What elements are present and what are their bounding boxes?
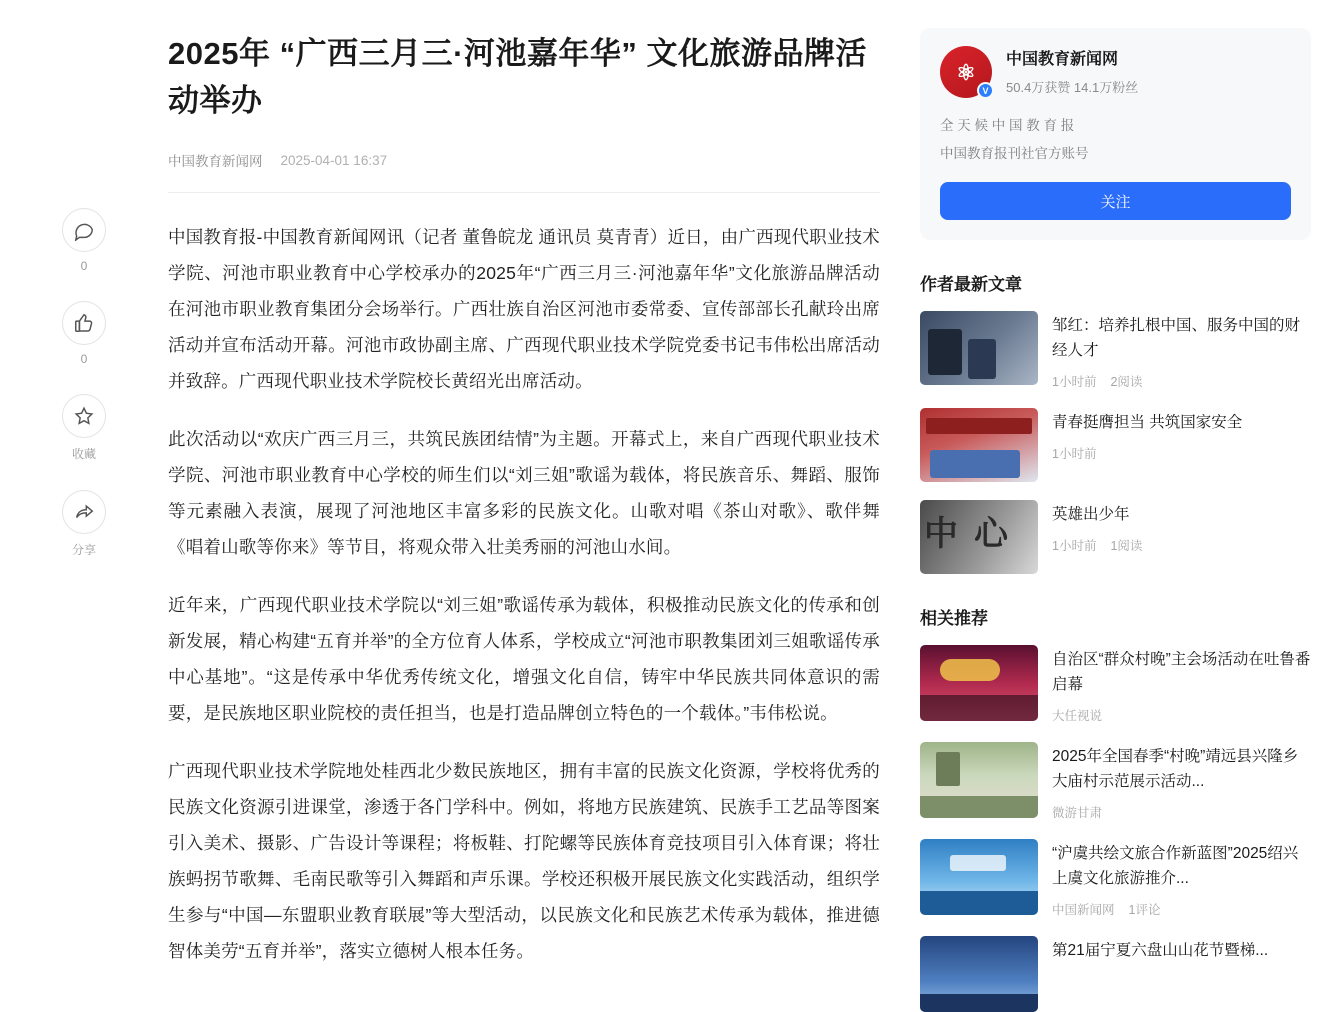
- favorite-label: 收藏: [71, 447, 96, 461]
- author-description-line1: 全 天 候 中 国 教 育 报: [940, 118, 1075, 133]
- share-icon[interactable]: [62, 490, 106, 534]
- verified-badge: V: [977, 82, 994, 99]
- like-action[interactable]: [62, 301, 106, 366]
- article-source: 中国教育新闻网: [168, 154, 263, 169]
- share-label: 分享: [71, 543, 96, 557]
- comment-icon[interactable]: [62, 208, 106, 252]
- list-item-time: 1小时前: [1052, 447, 1097, 461]
- sidebar: [920, 0, 1341, 959]
- list-item-title: 英雄出少年: [1052, 506, 1130, 523]
- author-stats: 50.4万获赞 14.1万粉丝: [1006, 80, 1139, 95]
- thumbnail: [920, 311, 1038, 385]
- list-item-title: 2025年全国春季“村晚”靖远县兴隆乡大庙村示范展示活动...: [1052, 748, 1299, 790]
- like-count: 0: [80, 352, 88, 366]
- list-item-title: 自治区“群众村晚”主会场活动在吐鲁番启幕: [1052, 651, 1311, 693]
- share-action[interactable]: [62, 490, 106, 558]
- favorite-action[interactable]: [62, 394, 106, 462]
- list-item[interactable]: [920, 311, 1311, 390]
- list-item-reads: 2阅读: [1110, 375, 1143, 389]
- article-column: [168, 0, 920, 961]
- star-icon[interactable]: [62, 394, 106, 438]
- list-item[interactable]: [920, 742, 1311, 821]
- follow-button[interactable]: 关注: [940, 182, 1291, 220]
- list-item[interactable]: [920, 408, 1311, 482]
- list-item[interactable]: [920, 936, 1311, 1012]
- list-item-title: 青春挺膺担当 共筑国家安全: [1052, 414, 1243, 431]
- thumbnail: [920, 742, 1038, 818]
- action-rail: [0, 0, 168, 919]
- related-heading: 相关推荐: [920, 609, 988, 628]
- comment-count: 0: [80, 259, 88, 273]
- list-item-reads: 1阅读: [1110, 539, 1143, 553]
- article-timestamp: 2025-04-01 16:37: [280, 152, 388, 168]
- article-paragraph: 中国教育报-中国教育新闻网讯（记者 董鲁皖龙 通讯员 莫青青）近日，由广西现代职业技术学院、河池市职业教育中心学校承办的2025年“广西三月三·河池嘉年华”文化旅游品牌活动在河池市职业教育集团分会场举行。广西壮族自治区河池市委常委、宣传部部长孔献玲出席活动并宣布活动开幕。河池市政协副主席、广西现代职业技术学院党委书记韦伟松出席活动并致辞。广西现代职业技术学院校长黄绍光出席活动。: [168, 227, 880, 391]
- list-item-source: 微游甘肃: [1052, 806, 1103, 820]
- list-item-comments: 1评论: [1128, 903, 1161, 917]
- list-item-time: 1小时前: [1052, 539, 1097, 553]
- author-card: [920, 28, 1311, 240]
- author-header: [940, 46, 1291, 98]
- list-item[interactable]: [920, 500, 1311, 574]
- article-paragraph: 近年来，广西现代职业技术学院以“刘三姐”歌谣传承为载体，积极推动民族文化的传承和创新发展，精心构建“五育并举”的全方位育人体系，学校成立“河池市职教集团刘三姐歌谣传承中心基地”。“这是传承中华优秀传统文化，增强文化自信，铸牢中华民族共同体意识的需要，是民族地区职业院校的责任担当，也是打造品牌创立特色的一个载体。”韦伟松说。: [168, 595, 880, 723]
- article-paragraph: 此次活动以“欢庆广西三月三，共筑民族团结情”为主题。开幕式上，来自广西现代职业技术学院、河池市职业教育中心学校的师生们以“刘三姐”歌谣为载体，将民族音乐、舞蹈、服饰等元素融入表演，展现了河池地区丰富多彩的民族文化。山歌对唱《茶山对歌》、歌伴舞《唱着山歌等你来》等节目，将观众带入壮美秀丽的河池山水间。: [168, 429, 880, 557]
- author-description-line2: 中国教育报刊社官方账号: [940, 146, 1089, 161]
- list-item-title: 第21届宁夏六盘山山花节暨梯...: [1052, 942, 1269, 959]
- page-title: 2025年 “广西三月三·河池嘉年华” 文化旅游品牌活动举办: [168, 36, 868, 118]
- latest-articles-heading: 作者最新文章: [920, 275, 1022, 294]
- thumbnail: [920, 408, 1038, 482]
- list-item[interactable]: [920, 839, 1311, 918]
- thumbnail: 中 心: [920, 500, 1038, 574]
- article-meta: [168, 150, 880, 170]
- list-item-title: “沪虞共绘文旅合作新蓝图”2025绍兴上虞文化旅游推介...: [1052, 845, 1299, 887]
- comment-action[interactable]: [62, 208, 106, 273]
- thumbs-up-icon[interactable]: [62, 301, 106, 345]
- thumbnail: [920, 839, 1038, 915]
- list-item-title: 邹红：培养扎根中国、服务中国的财经人才: [1052, 317, 1301, 359]
- meta-divider: [168, 192, 880, 193]
- thumbnail: [920, 645, 1038, 721]
- list-item[interactable]: [920, 645, 1311, 724]
- avatar[interactable]: [940, 46, 992, 98]
- author-name[interactable]: 中国教育新闻网: [1006, 51, 1119, 68]
- list-item-source: 大任视说: [1052, 709, 1103, 723]
- article-paragraph: 广西现代职业技术学院地处桂西北少数民族地区，拥有丰富的民族文化资源，学校将优秀的民族文化资源引进课堂，渗透于各门学科中。例如，将地方民族建筑、民族手工艺品等图案引入美术、摄影、广告设计等课程；将板鞋、打陀螺等民族体育竞技项目引入体育课；将壮族蚂拐节歌舞、毛南民歌等引入舞蹈和声乐课。学校还积极开展民族文化实践活动，组织学生参与“中国—东盟职业教育联展”等大型活动，以民族文化和民族艺术传承为载体，推进德智体美劳“五育并举”，落实立德树人根本任务。: [168, 761, 880, 961]
- list-item-source: 中国新闻网: [1052, 903, 1115, 917]
- list-item-time: 1小时前: [1052, 375, 1097, 389]
- thumbnail: [920, 936, 1038, 1012]
- avatar-mark: ⚛: [956, 59, 976, 85]
